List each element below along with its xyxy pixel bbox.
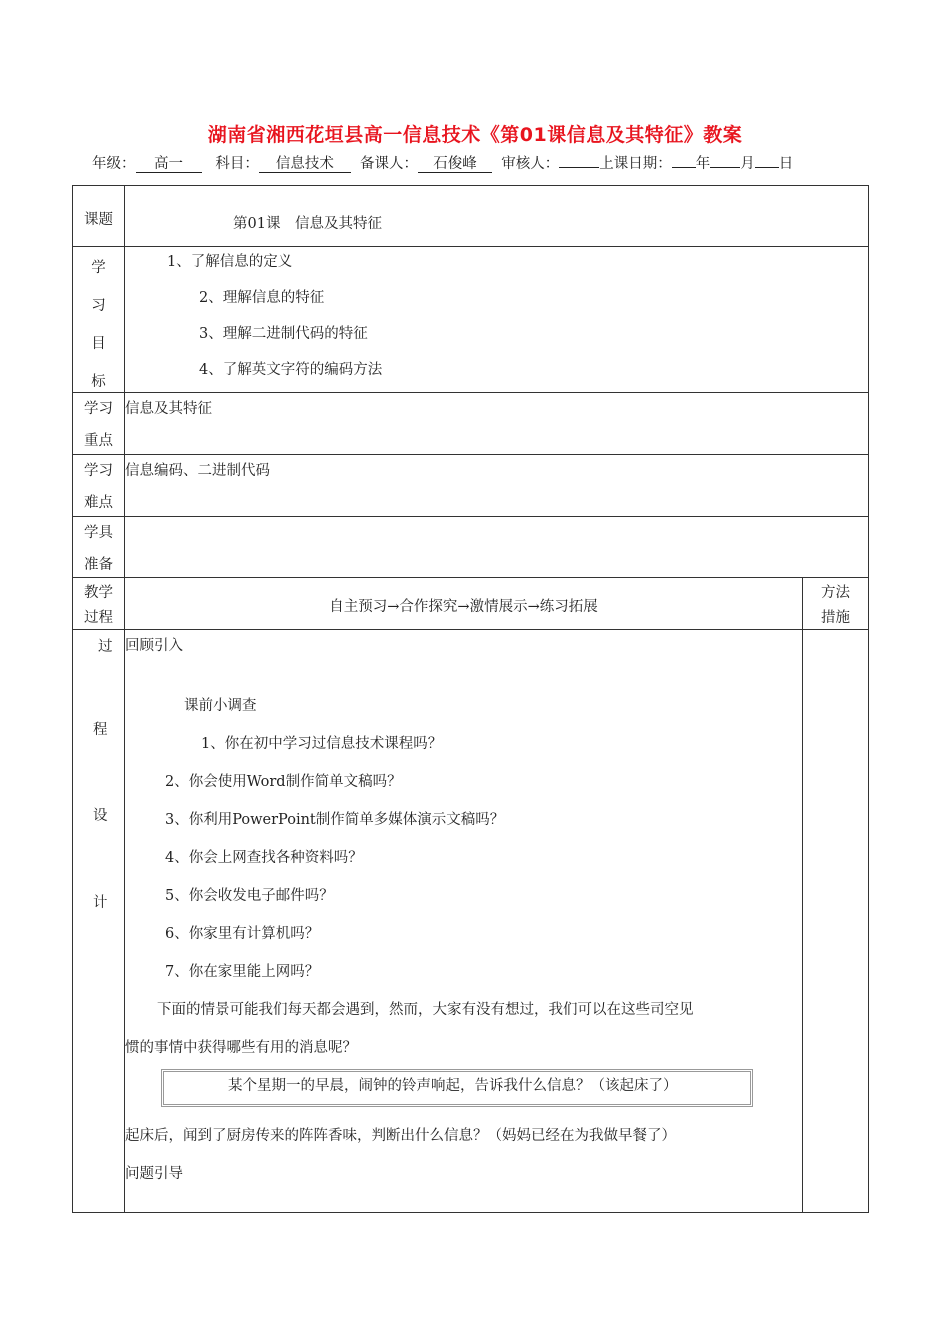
survey-question: 5、你会收发电子邮件吗？ <box>165 888 334 904</box>
scenario-paragraph-cont: 惯的事情中获得哪些有用的消息呢？ <box>125 1040 357 1056</box>
day-label: 日 <box>778 156 794 172</box>
design-label-char: 程 <box>93 722 108 738</box>
process-header-row <box>73 578 869 630</box>
process-flow-cell <box>125 578 803 630</box>
date-label: 上课日期： <box>599 156 672 172</box>
design-content-cell <box>125 630 803 1213</box>
goals-row <box>73 247 869 393</box>
survey-question: 2、你会使用Word制作简单文稿吗？ <box>165 774 402 790</box>
tools-label: 学具 <box>84 525 113 541</box>
goals-label-char: 学 <box>91 260 106 276</box>
process-design-row <box>73 630 869 1213</box>
key-points-label: 重点 <box>84 433 113 449</box>
survey-question: 7、你在家里能上网吗？ <box>165 964 320 980</box>
tools-row <box>73 517 869 578</box>
design-label-char: 设 <box>93 808 108 824</box>
lesson-plan-table <box>72 185 869 1213</box>
review-heading: 回顾引入 <box>125 638 183 654</box>
method-label: 措施 <box>821 610 850 626</box>
survey-question: 1、你在初中学习过信息技术课程吗？ <box>201 736 443 752</box>
reviewer-label: 审核人： <box>501 156 560 172</box>
goals-label-cell <box>73 247 125 393</box>
key-points-label-cell <box>73 393 125 455</box>
process-label: 过程 <box>84 610 113 626</box>
goal-item: 1、了解信息的定义 <box>167 254 293 270</box>
scenario-paragraph: 下面的情景可能我们每天都会遇到，然而，大家有没有想过，我们可以在这些司空见 <box>157 1002 694 1018</box>
goals-label-char: 目 <box>91 336 106 352</box>
scenario-followup: 起床后，闻到了厨房传来的阵阵香味，判断出什么信息？（妈妈已经在为我做早餐了） <box>125 1128 676 1144</box>
goal-item: 3、理解二进制代码的特征 <box>199 326 368 342</box>
key-points-label: 学习 <box>84 401 113 417</box>
topic-label-cell <box>73 186 125 247</box>
reviewer-blank <box>559 167 599 168</box>
difficulty-cell <box>125 455 869 517</box>
subject-label: 科目： <box>215 156 259 172</box>
method-cell <box>803 630 869 1213</box>
method-label: 方法 <box>821 585 850 601</box>
survey-question: 4、你会上网查找各种资料吗？ <box>165 850 363 866</box>
year-label: 年 <box>695 156 711 172</box>
difficulty-label: 难点 <box>84 495 113 511</box>
goal-item: 2、理解信息的特征 <box>199 290 325 306</box>
topic-row <box>73 186 869 247</box>
process-label-cell <box>73 578 125 630</box>
survey-question: 3、你利用PowerPoint制作简单多媒体演示文稿吗？ <box>165 812 505 828</box>
design-label-cell <box>73 630 125 1213</box>
design-label-char: 计 <box>93 895 108 911</box>
month-blank <box>710 167 740 168</box>
boxed-scenario: 某个星期一的早晨，闹钟的铃声响起，告诉我什么信息？（该起床了） <box>161 1069 753 1107</box>
preparer-label: 备课人： <box>360 156 419 172</box>
guide-heading: 问题引导 <box>125 1166 183 1182</box>
day-blank <box>755 167 779 168</box>
key-points-cell <box>125 393 869 455</box>
process-label: 教学 <box>84 585 113 601</box>
method-label-cell <box>803 578 869 630</box>
key-points-row <box>73 393 869 455</box>
key-points-value: 信息及其特征 <box>125 401 212 417</box>
topic-value: 第01课 信息及其特征 <box>233 216 382 232</box>
preparer-value: 石俊峰 <box>418 156 492 173</box>
header-meta-line <box>92 152 793 173</box>
month-label: 月 <box>740 156 755 172</box>
difficulty-label: 学习 <box>84 463 113 479</box>
design-label-char: 过 <box>98 639 113 655</box>
difficulty-label-cell <box>73 455 125 517</box>
tools-cell <box>125 517 869 578</box>
grade-label: 年级： <box>92 156 136 172</box>
tools-label-cell <box>73 517 125 578</box>
tools-label: 准备 <box>84 557 113 573</box>
goals-list-cell <box>125 247 869 393</box>
document-title: 湖南省湘西花垣县高一信息技术《第01课信息及其特征》教案 <box>207 124 743 146</box>
difficulty-row <box>73 455 869 517</box>
subject-value: 信息技术 <box>259 156 351 173</box>
difficulty-value: 信息编码、二进制代码 <box>125 463 270 479</box>
process-flow: 自主预习→合作探究→激情展示→练习拓展 <box>329 599 598 615</box>
year-blank <box>672 167 696 168</box>
goal-item: 4、了解英文字符的编码方法 <box>199 362 383 378</box>
survey-title: 课前小调查 <box>184 698 257 714</box>
goals-label-char: 习 <box>91 298 106 314</box>
grade-value: 高一 <box>136 156 202 173</box>
survey-question: 6、你家里有计算机吗？ <box>165 926 320 942</box>
topic-value-cell <box>125 186 869 247</box>
goals-label-char: 标 <box>91 374 106 390</box>
topic-label: 课题 <box>84 212 113 228</box>
